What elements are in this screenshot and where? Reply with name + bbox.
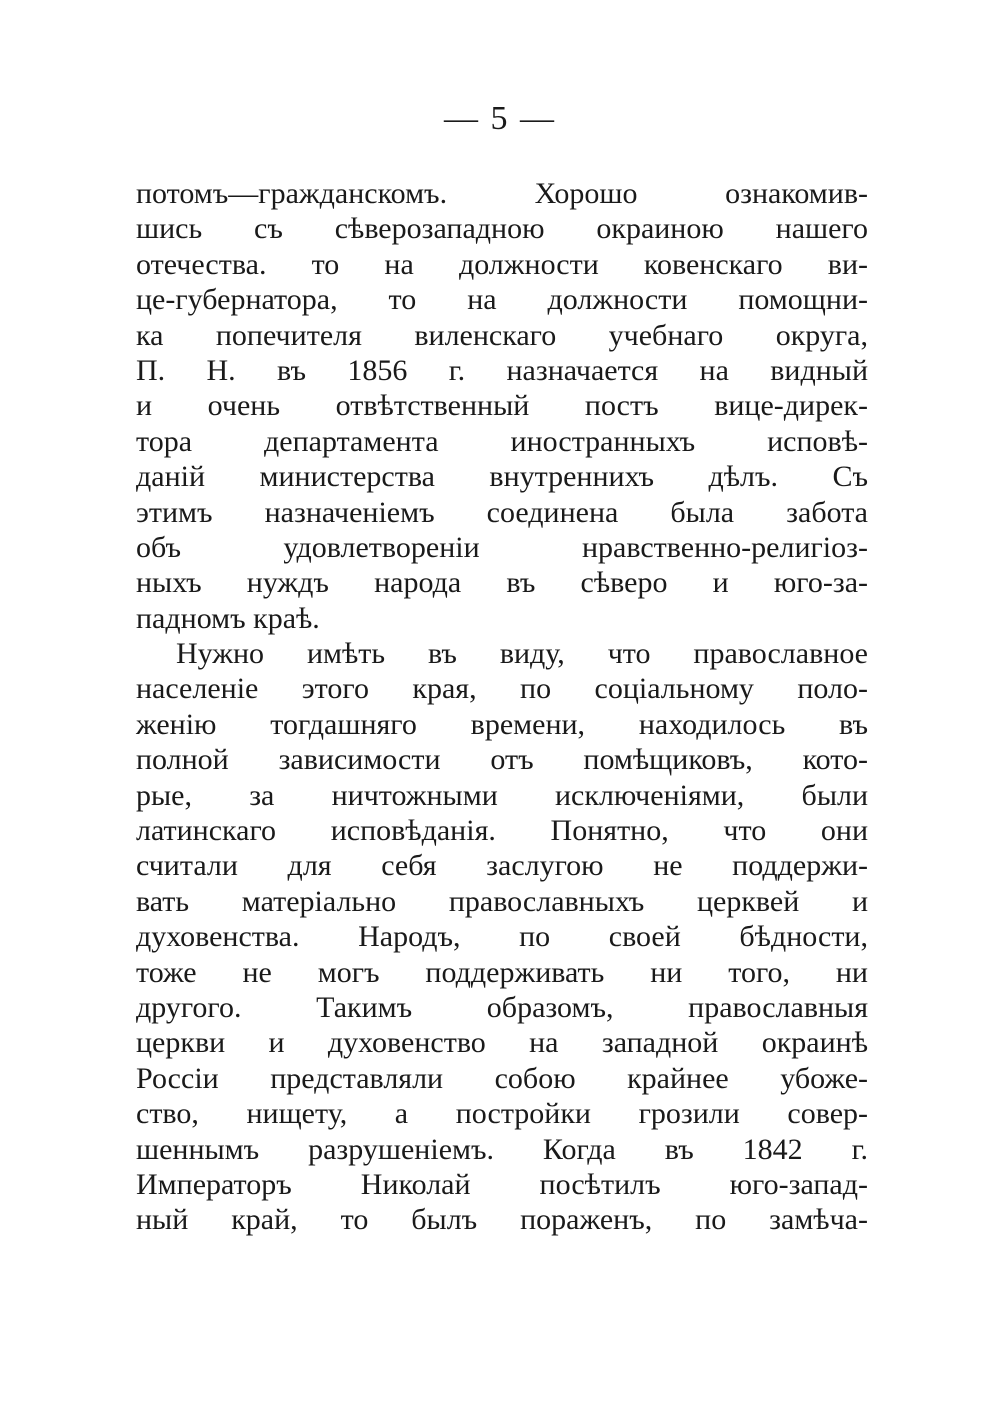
text-line: церкви и духовенство на западной окраинѣ [136, 1026, 868, 1060]
text-line: отечества. то на должности ковенскаго ви- [136, 247, 868, 281]
text-line: латинскаго исповѣданія. Понятно, что они [136, 814, 868, 848]
text-line: духовенства. Народъ, по своей бѣдности, [136, 920, 868, 954]
text-line: Россіи представляли собою крайнее убоже- [136, 1061, 868, 1095]
text-line: Нужно имѣть въ виду, что православное [176, 637, 868, 671]
text-line: считали для себя заслугою не поддержи- [136, 849, 868, 883]
text-line: ный край, то былъ пораженъ, по замѣча- [136, 1203, 868, 1237]
text-line: Императоръ Николай посѣтилъ юго-запад- [136, 1167, 868, 1201]
text-line: тора департамента иностранныхъ исповѣ- [136, 424, 868, 458]
text-line: полной зависимости отъ помѣщиковъ, кото- [136, 743, 868, 777]
text-line: ство, нищету, а постройки грозили совер- [136, 1097, 868, 1131]
text-line: вать матеріально православныхъ церквей и [136, 884, 868, 918]
text-line: этимъ назначеніемъ соединена была забота [136, 495, 868, 529]
text-line: и очень отвѣтственный постъ вице-дирек- [136, 389, 868, 423]
text-line: тоже не могъ поддерживать ни того, ни [136, 955, 868, 989]
text-line: шись съ сѣверозападною окраиною нашего [136, 212, 868, 246]
text-line: падномъ краѣ. [136, 601, 320, 635]
text-line: ныхъ нуждъ народа въ сѣверо и юго-за- [136, 566, 868, 600]
text-line: другого. Такимъ образомъ, православныя [136, 990, 868, 1024]
text-line: объ удовлетвореніи нравственно-религіоз- [136, 530, 868, 564]
text-line: даній министерства внутреннихъ дѣлъ. Съ [136, 460, 868, 494]
body-text [136, 176, 868, 1238]
text-line: женію тогдашняго времени, находилось въ [136, 707, 868, 741]
text-line: потомъ—гражданскомъ. Хорошо ознакомив- [136, 177, 868, 210]
text-line: шеннымъ разрушеніемъ. Когда въ 1842 г. [136, 1132, 868, 1166]
page-number: — 5 — [444, 100, 556, 137]
text-line: рые, за ничтожными исключеніями, были [136, 778, 868, 812]
text-line: ка попечителя виленскаго учебнаго округа, [136, 318, 868, 352]
text-line: П. Н. въ 1856 г. назначается на видный [136, 353, 868, 387]
text-line: це-губернатора, то на должности помощни- [136, 283, 868, 317]
text-line: населеніе этого края, по соціальному поло- [136, 672, 868, 706]
